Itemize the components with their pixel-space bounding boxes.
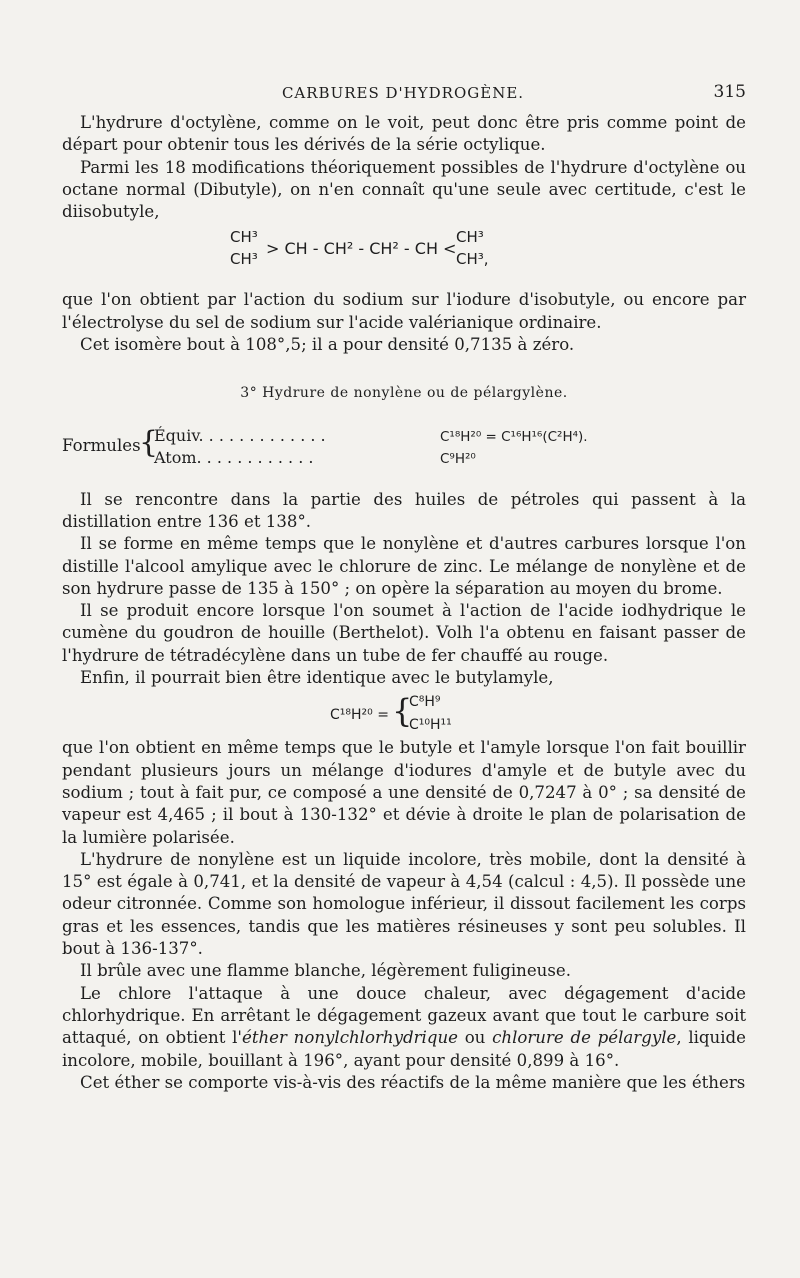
formula-row-name: Équiv. . . . . . . . . . . . . [154,425,326,445]
page-header [60,82,746,106]
butylamyl-formula [62,689,746,737]
paragraph: Cet isomère bout à 108°,5; il a pour densité 0,7135 à zéro. [80,335,575,355]
page-body [62,112,746,1094]
paragraph: L'hydrure d'octylène, comme on le voit, peut donc être pris comme point de départ pour obtenir tous les dérivés de la série octylique. [62,113,746,155]
formula-row-value: C⁹H²⁰ [440,450,476,467]
formula-left-bottom: CH³ [230,250,258,269]
formula-right-top: CH³ [456,228,484,247]
formulas-label: Formules [62,435,141,455]
italic-term: éther nonylchlorhydrique [242,1028,458,1048]
paragraph-chlore [62,983,746,1072]
formula-row-value: C¹⁸H²⁰ = C¹⁶H¹⁶(C²H⁴). [440,428,588,445]
formula-chain: > CH - CH² - CH² - CH < [266,239,457,259]
section-title: 3° Hydrure de nonylène ou de pélargylène. [240,385,568,402]
paragraph: Il brûle avec une flamme blanche, légèrement fuligineuse. [80,961,571,981]
text-run: Le chlore l'attaque à une douce chaleur, avec dégagement d'acide chlorhydrique. En arrêtant le dégagement gazeux avant que tout le carbure soit attaqué, on obtient l' [62,983,746,1048]
paragraph: que l'on obtient en même temps que le butyle et l'amyle lorsque l'on fait bouillir pendant plusieurs jours un mélange d'iodures d'amyle et de butyle avec du sodium ; tout à fait pur, ce composé a une densité de 0,7247 à 0° ; sa densité de vapeur est 4,465 ; il bout à 130-132° et dévie à droite le plan de polarisation de la lumière polarisée. [62,738,746,847]
paragraph: L'hydrure de nonylène est un liquide incolore, très mobile, dont la densité à 15° est égale à 0,741, et la densité de vapeur à 4,54 (calcul : 4,5). Il possède une odeur citronnée. Comme son homologue inférieur, il dissout facilement les corps gras et les essences, tandis que les matières résineuses y sont peu solubles. Il bout à 136-137°. [62,849,746,959]
text-run: ou [457,1028,493,1048]
paragraph: Enfin, il pourrait bien être identique avec le butylamyle, [80,668,554,688]
paragraph: Il se produit encore lorsque l'on soumet à l'action de l'acide iodhydrique le cumène du goudron de houille (Berthelot). Volh l'a obtenu en faisant passer de l'hydrure de tétradécylène dans un tube de fer chauffé au rouge. [62,601,746,665]
formulas-table [62,423,746,469]
page-number: 315 [713,82,746,102]
formula-bottom: C¹⁰H¹¹ [409,717,452,734]
running-title: CARBURES D'HYDROGÈNE. [281,84,525,102]
paragraph: Il se rencontre dans la partie des huiles de pétroles qui passent à la distillation entre 136 et 138°. [62,489,746,531]
text-run: , liquide incolore, mobile, bouillant à 196°, ayant pour densité 0,899 à 16°. [62,1028,746,1070]
paragraph: Parmi les 18 modifications théoriquement possibles de l'hydrure d'octylène ou octane normal (Dibutyle), on n'en connaît qu'une seule avec certitude, c'est le diisobutyle, [62,157,746,222]
formula-top: C⁸H⁹ [409,694,441,711]
formula-right-bottom: CH³, [456,250,489,269]
diisobutyl-formula [62,227,746,283]
italic-term: chlorure de pélargyle [492,1028,677,1048]
formula-lhs: C¹⁸H²⁰ = [330,707,389,724]
brace: { [139,424,159,460]
formula-row-name: Atom. . . . . . . . . . . . [154,447,314,467]
brace: { [392,692,413,731]
paragraph: que l'on obtient par l'action du sodium sur l'iodure d'isobutyle, ou encore par l'électrolyse du sel de sodium sur l'acide valérianique ordinaire. [62,290,746,332]
formula-left-top: CH³ [230,228,258,247]
paragraph: Cet éther se comporte vis-à-vis des réactifs de la même manière que les éthers [80,1072,746,1092]
paragraph: Il se forme en même temps que le nonylène et d'autres carbures lorsque l'on distille l'alcool amylique avec le chlorure de zinc. Le mélange de nonylène et de son hydrure passe de 135 à 150° ; on opère la séparation au moyen du brome. [62,534,746,598]
